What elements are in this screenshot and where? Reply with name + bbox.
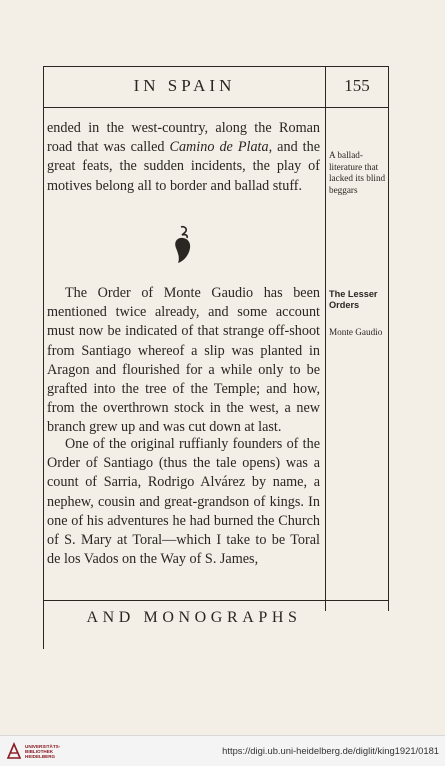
pepper-ornament-icon	[172, 225, 194, 265]
source-url-link[interactable]: https://digi.ub.uni-heidelberg.de/diglit/king1921/0181	[222, 745, 439, 756]
paragraph-3-text: One of the original ruffianly founders of the Order of Santiago (thus the tale opens) was a count of Sarria, Rodrigo Alvárez by name, a nephew, cousin and great-grandson of kings. In one of his adventures he had burned the Church of S. Mary at Toral—which I take to be Toral de los Vados on the Way of S. James,	[47, 436, 320, 568]
viewer-footer-bar	[0, 735, 445, 766]
camino-de-plata-italic: Camino de Plata	[169, 139, 269, 156]
paragraph-1-text-a: ended in the west-country, along the Roman road that was called	[47, 120, 320, 156]
library-logo-icon[interactable]	[6, 742, 22, 760]
margin-note-monte-gaudio: Monte Gaudio	[329, 327, 383, 337]
margin-note-lesser-orders: The Lesser Orders	[329, 289, 378, 310]
frame-right-rule	[388, 66, 389, 611]
paragraph-2-text: The Order of Monte Gaudio has been mentioned twice already, and some account must now be indicated of that strange off-shoot from Santiago whereof a slip was planted in Aragon and flourished for a while only to be grafted into the tree of the Temple; and how, from the overthrown stock in the west, a new branch grew up and was cut down at last.	[47, 285, 320, 436]
page-number: 155	[344, 76, 370, 95]
footer-rule	[43, 600, 389, 601]
footer-title: AND MONOGRAPHS	[86, 609, 302, 626]
paragraph-1-text-b: , and the great feats, the sudden incidents, the play of motives belong all to border and ballad stuff.	[47, 139, 321, 194]
frame-left-rule	[43, 66, 44, 649]
frame-top-rule	[43, 66, 389, 67]
paragraph-3	[47, 435, 320, 569]
paragraph-2	[47, 284, 320, 438]
header-rule	[43, 107, 389, 108]
running-head: IN SPAIN	[133, 76, 236, 95]
margin-column-rule	[325, 66, 326, 611]
library-logo-text: UNIVERSITÄTS-BIBLIOTHEK HEIDELBERG	[25, 744, 61, 759]
paragraph-1	[47, 119, 320, 196]
margin-note-ballad: A ballad-literature that lacked its blind beggars	[329, 150, 386, 195]
